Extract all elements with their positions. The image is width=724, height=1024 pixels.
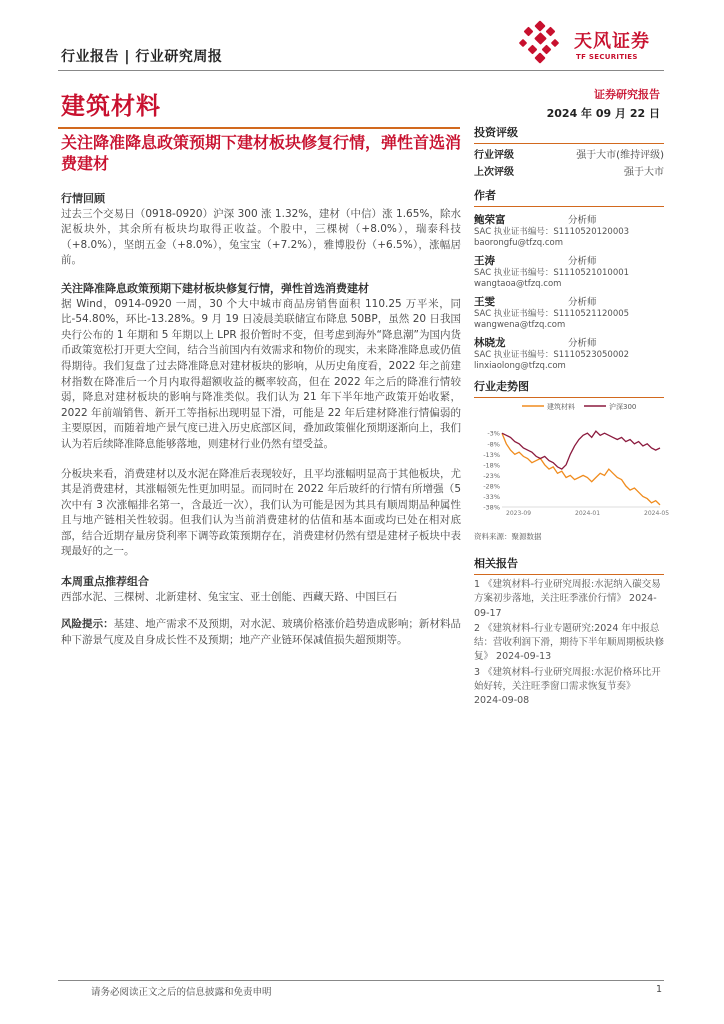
brand-name-en: TF SECURITIES (576, 53, 638, 61)
brand-name: 天风证券 (574, 31, 650, 52)
risk-note (61, 617, 461, 648)
picks-heading: 本周重点推荐组合 (61, 575, 149, 589)
x-tick-label: 2024-01 (575, 510, 601, 517)
review-body: 过去三个交易日（0918-0920）沪深 300 涨 1.32%，建材（中信）涨 1.65%，除水泥板块外，其余所有板块均取得正收益。个股中，三棵树（+8.0%），瑞泰科技（+8.0%），坚朗五金（+8.0%），兔宝宝（+7.2%），雅博股份（+6.5%），涨幅居前。 (61, 207, 461, 267)
brand-logo (514, 20, 664, 68)
page-number: 1 (655, 984, 662, 995)
y-tick-label: -33% (483, 492, 500, 501)
industry-trend-chart (474, 395, 670, 517)
risk-body: 基建、地产需求不及预期，对水泥、玻璃价格涨价趋势造成影响；新材料品种下游景气度及自身成长性不及预期；地产产业链环保减值损失超预期等。 (61, 618, 462, 646)
analyst-role: 分析师 (568, 338, 597, 349)
footer-divider (58, 980, 664, 981)
analyst-email[interactable]: linxiaolong@tfzq.com (474, 361, 566, 371)
y-tick-label: -23% (483, 471, 500, 480)
report-title: 关注降准降息政策预期下建材板块修复行情，弹性首选消费建材 (61, 133, 462, 173)
analyst-card (474, 212, 664, 249)
legend-label: 建筑材料 (547, 403, 575, 411)
picks-list: 西部水泥、三棵树、北新建材、兔宝宝、亚士创能、西藏天路、中国巨石 (61, 590, 397, 603)
analyst-card (474, 335, 664, 372)
analyst-card (474, 294, 664, 331)
trend-chart-svg (474, 395, 670, 517)
analyst-email[interactable]: wangtaoa@tfzq.com (474, 279, 562, 289)
analyst-sac: SAC 执业证书编号：S1110521010001 (474, 268, 630, 278)
analyst-card (474, 253, 664, 290)
series-line (502, 433, 660, 505)
risk-label: 风险提示： (61, 618, 114, 631)
analyst-name: 王雯 (474, 296, 495, 308)
x-tick-label: 2023-09 (506, 510, 532, 517)
related-report-item[interactable]: 3 《建筑材料-行业研究周报:水泥价格环比开始好转，关注旺季窗口需求恢复节奏》 2024-09-08 (474, 666, 661, 707)
authors-panel (474, 187, 664, 372)
analyst-role: 分析师 (568, 297, 597, 308)
report-kind: 证券研究报告 (594, 88, 660, 101)
analyst-role: 分析师 (568, 256, 597, 267)
prev-rating-value: 强于大市 (624, 167, 664, 178)
analyst-sac: SAC 执业证书编号：S1110521120005 (474, 309, 630, 319)
chart-source: 资料来源：聚源数据 (474, 532, 542, 541)
analyst-name: 王涛 (474, 255, 495, 267)
title-divider (58, 127, 460, 129)
related-report-item[interactable]: 2 《建筑材料-行业专题研究:2024 年中报总结：营收利润下滑，期待下半年顺周期板块修复》 2024-09-13 (474, 622, 665, 663)
analyst-name: 林晓龙 (474, 337, 506, 349)
analyst-sac: SAC 执业证书编号：S1110523050002 (474, 350, 630, 360)
related-report-item[interactable]: 1 《建筑材料-行业研究周报:水泥纳入碳交易方案初步落地，关注旺季涨价行情》 2024-09-17 (474, 579, 661, 619)
rating-panel (474, 124, 664, 181)
prev-rating-label: 上次评级 (474, 167, 514, 178)
x-tick-label: 2024-05 (644, 510, 670, 517)
main-content (61, 191, 461, 648)
related-heading: 相关报告 (474, 555, 664, 575)
footer-disclaimer: 请务必阅读正文之后的信息披露和免责申明 (91, 987, 272, 998)
analyst-email[interactable]: baorongfu@tfzq.com (474, 238, 564, 248)
rating-row-prev (474, 164, 664, 181)
policy-heading: 关注降准降息政策预期下建材板块修复行情，弹性首选消费建材 (61, 281, 369, 295)
rating-heading: 投资评级 (474, 124, 664, 144)
industry-rating-value: 强于大市(维持评级) (576, 150, 664, 161)
series-line (502, 431, 660, 469)
analyst-name: 鲍荣富 (474, 214, 506, 226)
policy-body-1: 据 Wind，0914-0920 一周，30 个大中城市商品房销售面积 110.25 万平米，同比-54.80%，环比-13.28%。9 月 19 日凌晨美联储宣布降息 50BP，虽然 20 日我国央行公布的 1 年期和 5 年期以上 LPR 报价暂时不变，但考虑到海外“降息潮”为国内货币政策宽松打开更大空间，结合当前国内有效需求和物价的现实，未来降准降息或仍值得期待。我们复盘了过去降准降息对建材板块的影响，从历史角度看，2022 年之前建材指数在降准后一个月内取得超额收益的概率较高，但在 2022 年之后的降准行情较弱，降息对建材板块的影响与降准类似。我们认为 21 年下半年地产政策开始收紧，2022 年前端销售、新开工等指标出现明显下滑，可能是 22 年后建材降准行情偏弱的主要原因，而随着地产景气度已进入历史底部区间，叠加政策催化预期逐渐向上，我们认为若后续降准降息能够落地，则建材行业仍然有望受益。 (61, 297, 461, 450)
y-tick-label: -28% (483, 482, 500, 491)
authors-heading: 作者 (474, 187, 664, 207)
legend-label: 沪深300 (609, 403, 637, 411)
trend-heading: 行业走势图 (474, 378, 664, 398)
report-date: 2024 年 09 月 22 日 (546, 107, 660, 120)
industry-title: 建筑材料 (61, 92, 161, 120)
header-divider (58, 70, 664, 71)
tf-logo-icon (514, 20, 570, 68)
analyst-sac: SAC 执业证书编号：S1110520120003 (474, 227, 630, 237)
y-tick-label: -18% (483, 461, 500, 470)
y-tick-label: -13% (483, 450, 500, 459)
industry-rating-label: 行业评级 (474, 150, 514, 161)
y-tick-label: -38% (483, 503, 500, 512)
related-panel (474, 555, 664, 709)
y-tick-label: -3% (487, 429, 500, 438)
y-tick-label: -8% (487, 440, 500, 449)
report-type-header: 行业报告 | 行业研究周报 (61, 49, 223, 65)
rating-row-industry (474, 147, 664, 164)
policy-body-2: 分板块来看，消费建材以及水泥在降准后表现较好，且平均涨幅明显高于其他板块，尤其是消费建材，其涨幅领先性更加明显。而同时在 2022 年后玻纤的行情有所增强（5 次中有 3 次涨幅排名第一，含最近一次），我们认为可能是因为其具有顺周期品种属性且与地产链相关性较弱。但我们认为当前消费建材的估值和基本面或均已处在相对底部，结合近期存量房贷利率下调等政策预期存在，消费建材仍然有望是建材子板块中表现最好的之一。 (61, 467, 461, 558)
analyst-email[interactable]: wangwena@tfzq.com (474, 320, 566, 330)
review-heading: 行情回顾 (61, 192, 105, 205)
analyst-role: 分析师 (568, 215, 597, 226)
